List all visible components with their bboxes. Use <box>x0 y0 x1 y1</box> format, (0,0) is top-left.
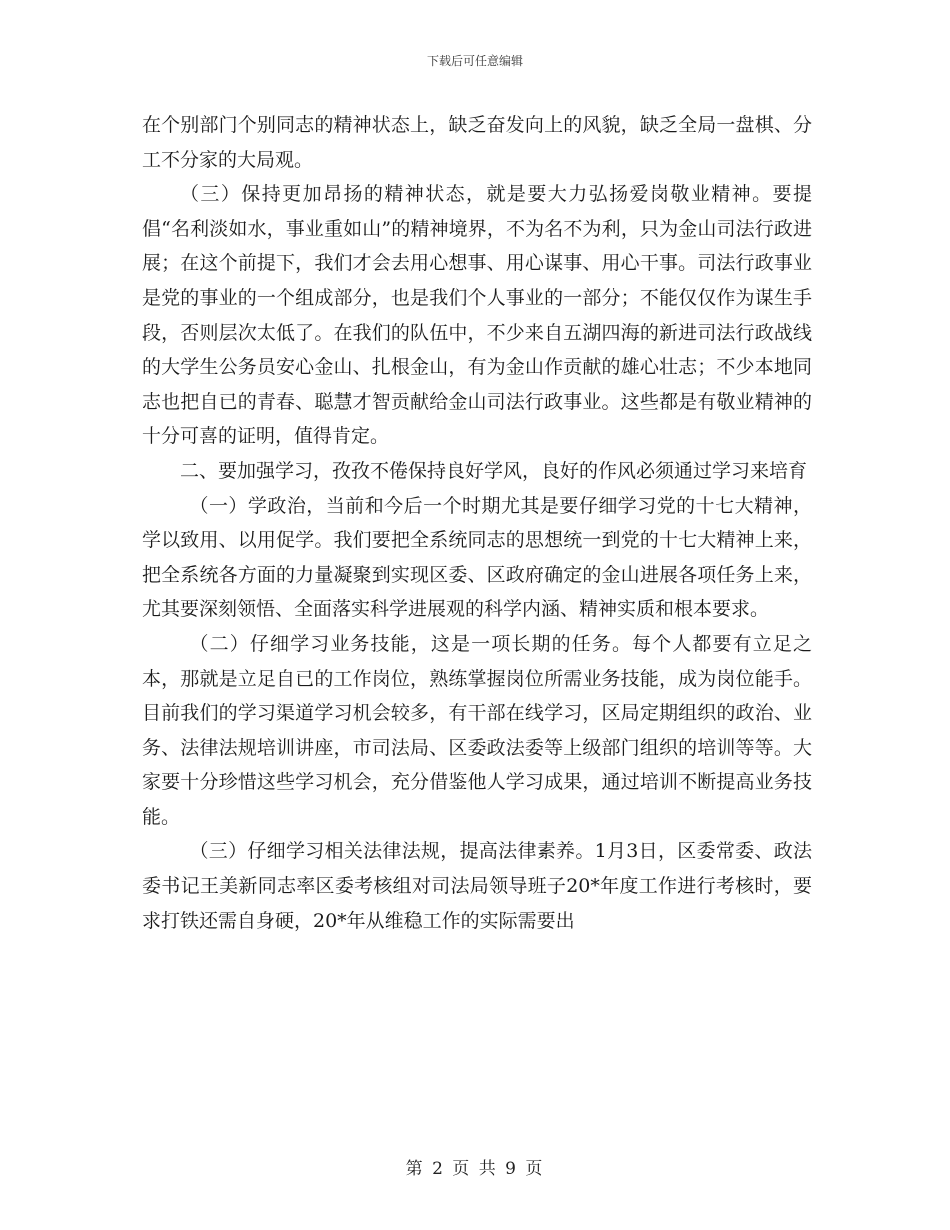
paragraph-1: 在个别部门个别同志的精神状态上，缺乏奋发向上的风貌，缺乏全局一盘棋、分工不分家的大局观。 <box>142 114 812 171</box>
document-body <box>142 108 812 938</box>
section-heading-2: 二、要加强学习，孜孜不倦保持良好学风，良好的作风必须通过学习来培育 <box>180 459 808 482</box>
paragraph-2: （三）保持更加昂扬的精神状态，就是要大力弘扬爱岗敬业精神。要提倡“名利淡如水，事业重如山”的精神境界，不为名不为利，只为金山司法行政进展；在这个前提下，我们才会去用心想事、用心谋事、用心干事。司法行政事业是党的事业的一个组成部分，也是我们个人事业的一部分；不能仅仅作为谋生手段，否则层次太低了。在我们的队伍中，不少来自五湖四海的新进司法行政战线的大学生公务员安心金山、扎根金山，有为金山作贡献的雄心壮志；不少本地同志也把自已的青春、聪慧才智贡献给金山司法行政事业。这些都是有敬业精神的十分可喜的证明，值得肯定。 <box>142 183 812 448</box>
paragraph-4: （一）学政治，当前和今后一个时期尤其是要仔细学习党的十七大精神，学以致用、以用促学。我们要把全系统同志的思想统一到党的十七大精神上来，把全系统各方面的力量凝聚到实现区委、区政府确定的金山进展各项任务上来，尤其要深刻领悟、全面落实科学进展观的科学内涵、精神实质和根本要求。 <box>142 494 812 621</box>
paragraph-5: （二）仔细学习业务技能，这是一项长期的任务。每个人都要有立足之本，那就是立足自已的工作岗位，熟练掌握岗位所需业务技能，成为岗位能手。目前我们的学习渠道学习机会较多，有干部在线学习，区局定期组织的政治、业务、法律法规培训讲座，市司法局、区委政法委等上级部门组织的培训等等。大家要十分珍惜这些学习机会，充分借鉴他人学习成果，通过培训不断提高业务技能。 <box>142 632 812 828</box>
page-header: 下载后可任意编辑 <box>426 54 523 68</box>
page-number: 第 2 页 共 9 页 <box>405 1159 545 1179</box>
paragraph-6: （三）仔细学习相关法律法规，提高法律素养。1月3日，区委常委、政法委书记王美新同志率区委考核组对司法局领导班子20*年度工作进行考核时，要求打铁还需自身硬，20*年从维稳工作的实际需要出 <box>142 840 812 932</box>
